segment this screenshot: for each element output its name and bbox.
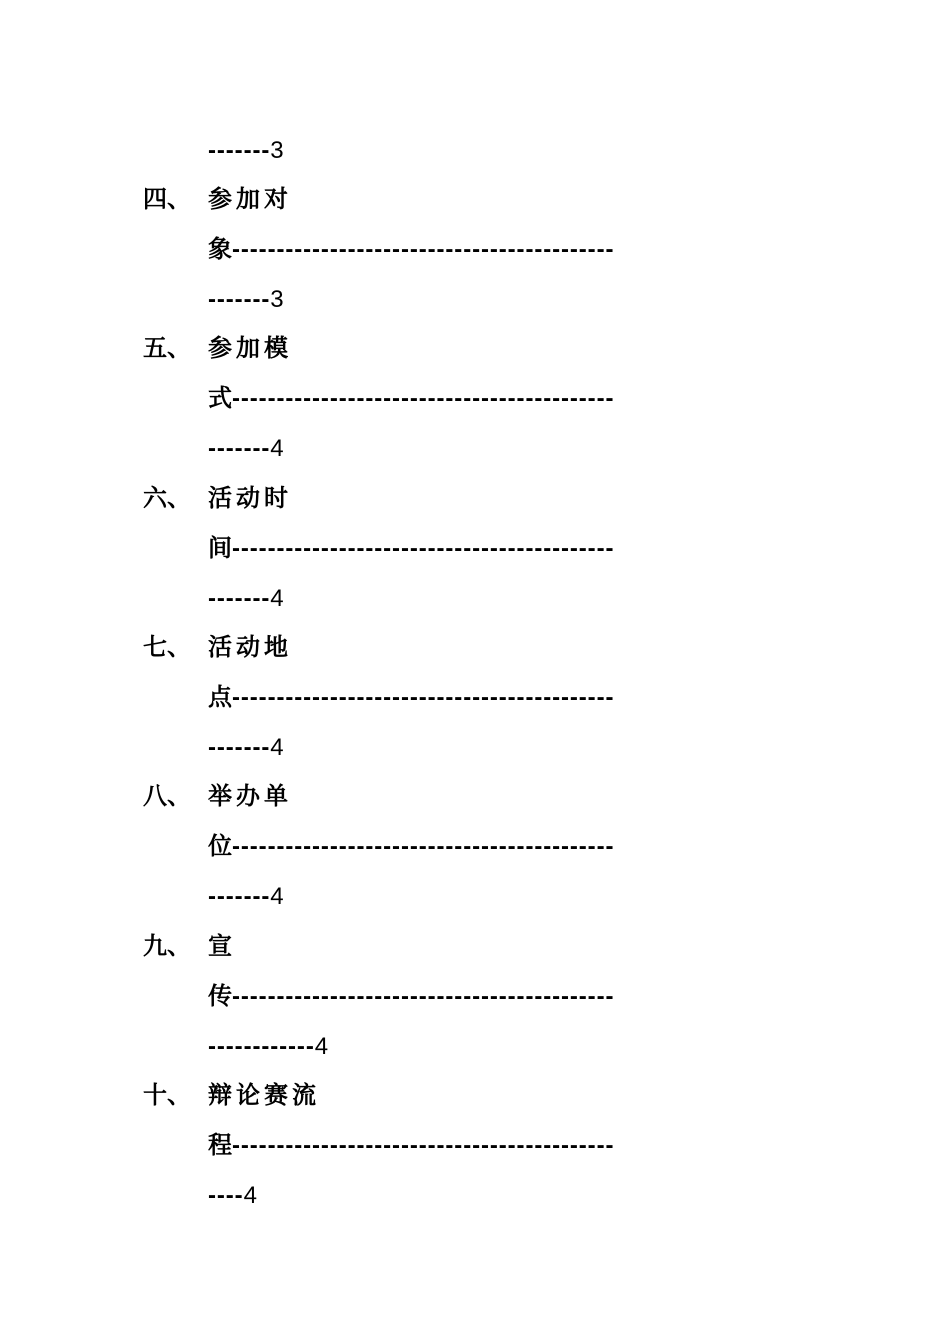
toc-entry-page-line <box>208 880 284 913</box>
toc-entry-heading[interactable] <box>143 332 292 364</box>
toc-dash-leader: ------------------------------------------- <box>232 684 615 711</box>
toc-entry-heading[interactable] <box>143 631 292 663</box>
toc-dash-leader: ------------------------------------------- <box>232 1132 615 1159</box>
toc-dash-leader: ------- <box>208 734 271 761</box>
toc-entry-leader-line <box>208 532 614 565</box>
toc-entry-title: 参加模 <box>208 333 292 362</box>
toc-entry-number: 八、 <box>143 781 191 810</box>
toc-entry-heading[interactable] <box>143 930 236 962</box>
toc-entry-title-cont: 间 <box>208 533 232 562</box>
toc-entry-title: 活动时 <box>208 483 292 512</box>
toc-entry-heading[interactable] <box>143 780 292 812</box>
toc-entry-leader-line <box>208 1129 614 1162</box>
toc-entry-leader-line <box>208 830 614 863</box>
toc-entry-title-cont: 式 <box>208 383 232 412</box>
toc-entry-title-cont: 象 <box>208 234 232 263</box>
toc-entry-leader-line <box>208 382 614 415</box>
toc-entry-title: 宣 <box>208 931 236 960</box>
toc-entry-title: 举办单 <box>208 781 292 810</box>
toc-entry-title: 活动地 <box>208 632 292 661</box>
toc-entry-page-line <box>208 1179 257 1212</box>
toc-dash-leader: ------------------------------------------- <box>232 983 615 1010</box>
toc-dash-leader: ------------------------------------------- <box>232 833 615 860</box>
toc-entry-title: 参加对 <box>208 184 292 213</box>
toc-entry-title-cont: 位 <box>208 831 232 860</box>
toc-dash-leader: ---- <box>208 1182 244 1209</box>
toc-entry-number: 十、 <box>143 1080 191 1109</box>
toc-entry-page-line <box>208 582 284 615</box>
toc-entry-page-line <box>208 432 284 465</box>
toc-entry-number: 五、 <box>143 333 191 362</box>
toc-entry-title-cont: 点 <box>208 682 232 711</box>
toc-page-number: 4 <box>243 1182 257 1209</box>
toc-page-number: 3 <box>270 286 284 313</box>
toc-entry-page-line <box>208 731 284 764</box>
toc-entry-leader-line <box>208 980 614 1013</box>
toc-dash-leader: ------------------------------------------- <box>232 236 615 263</box>
toc-entry-heading[interactable] <box>143 183 292 215</box>
toc-entry-title-cont: 传 <box>208 981 232 1010</box>
toc-fragment-top <box>208 134 284 167</box>
toc-dash-leader: ------------------------------------------- <box>232 385 615 412</box>
toc-page-number: 4 <box>314 1033 329 1060</box>
toc-entry-page-line <box>208 1030 328 1063</box>
toc-entry-leader-line <box>208 681 614 714</box>
toc-dash-leader: ------- <box>208 435 271 462</box>
toc-page-number: 4 <box>270 435 284 462</box>
toc-dash-leader: ------------------------------------------- <box>232 535 615 562</box>
toc-entry-leader-line <box>208 233 614 266</box>
toc-dash-leader: ------- <box>208 286 271 313</box>
toc-entry-number: 四、 <box>143 184 191 213</box>
toc-page-number: 4 <box>270 734 284 761</box>
toc-entry-number: 九、 <box>143 931 191 960</box>
toc-entry-number: 七、 <box>143 632 191 661</box>
toc-entry-heading[interactable] <box>143 482 292 514</box>
toc-entry-number: 六、 <box>143 483 191 512</box>
toc-entry-title: 辩论赛流 <box>208 1080 320 1109</box>
toc-dash-leader: ------- <box>208 137 271 164</box>
toc-dash-leader: ------- <box>208 585 271 612</box>
toc-page-number: 3 <box>270 137 284 164</box>
toc-dash-leader: ------------ <box>208 1033 315 1060</box>
toc-page-number: 4 <box>270 585 284 612</box>
toc-dash-leader: ------- <box>208 883 271 910</box>
toc-entry-title-cont: 程 <box>208 1130 232 1159</box>
toc-entry-page-line <box>208 283 284 316</box>
toc-page-number: 4 <box>270 883 284 910</box>
toc-entry-heading[interactable] <box>143 1079 320 1111</box>
